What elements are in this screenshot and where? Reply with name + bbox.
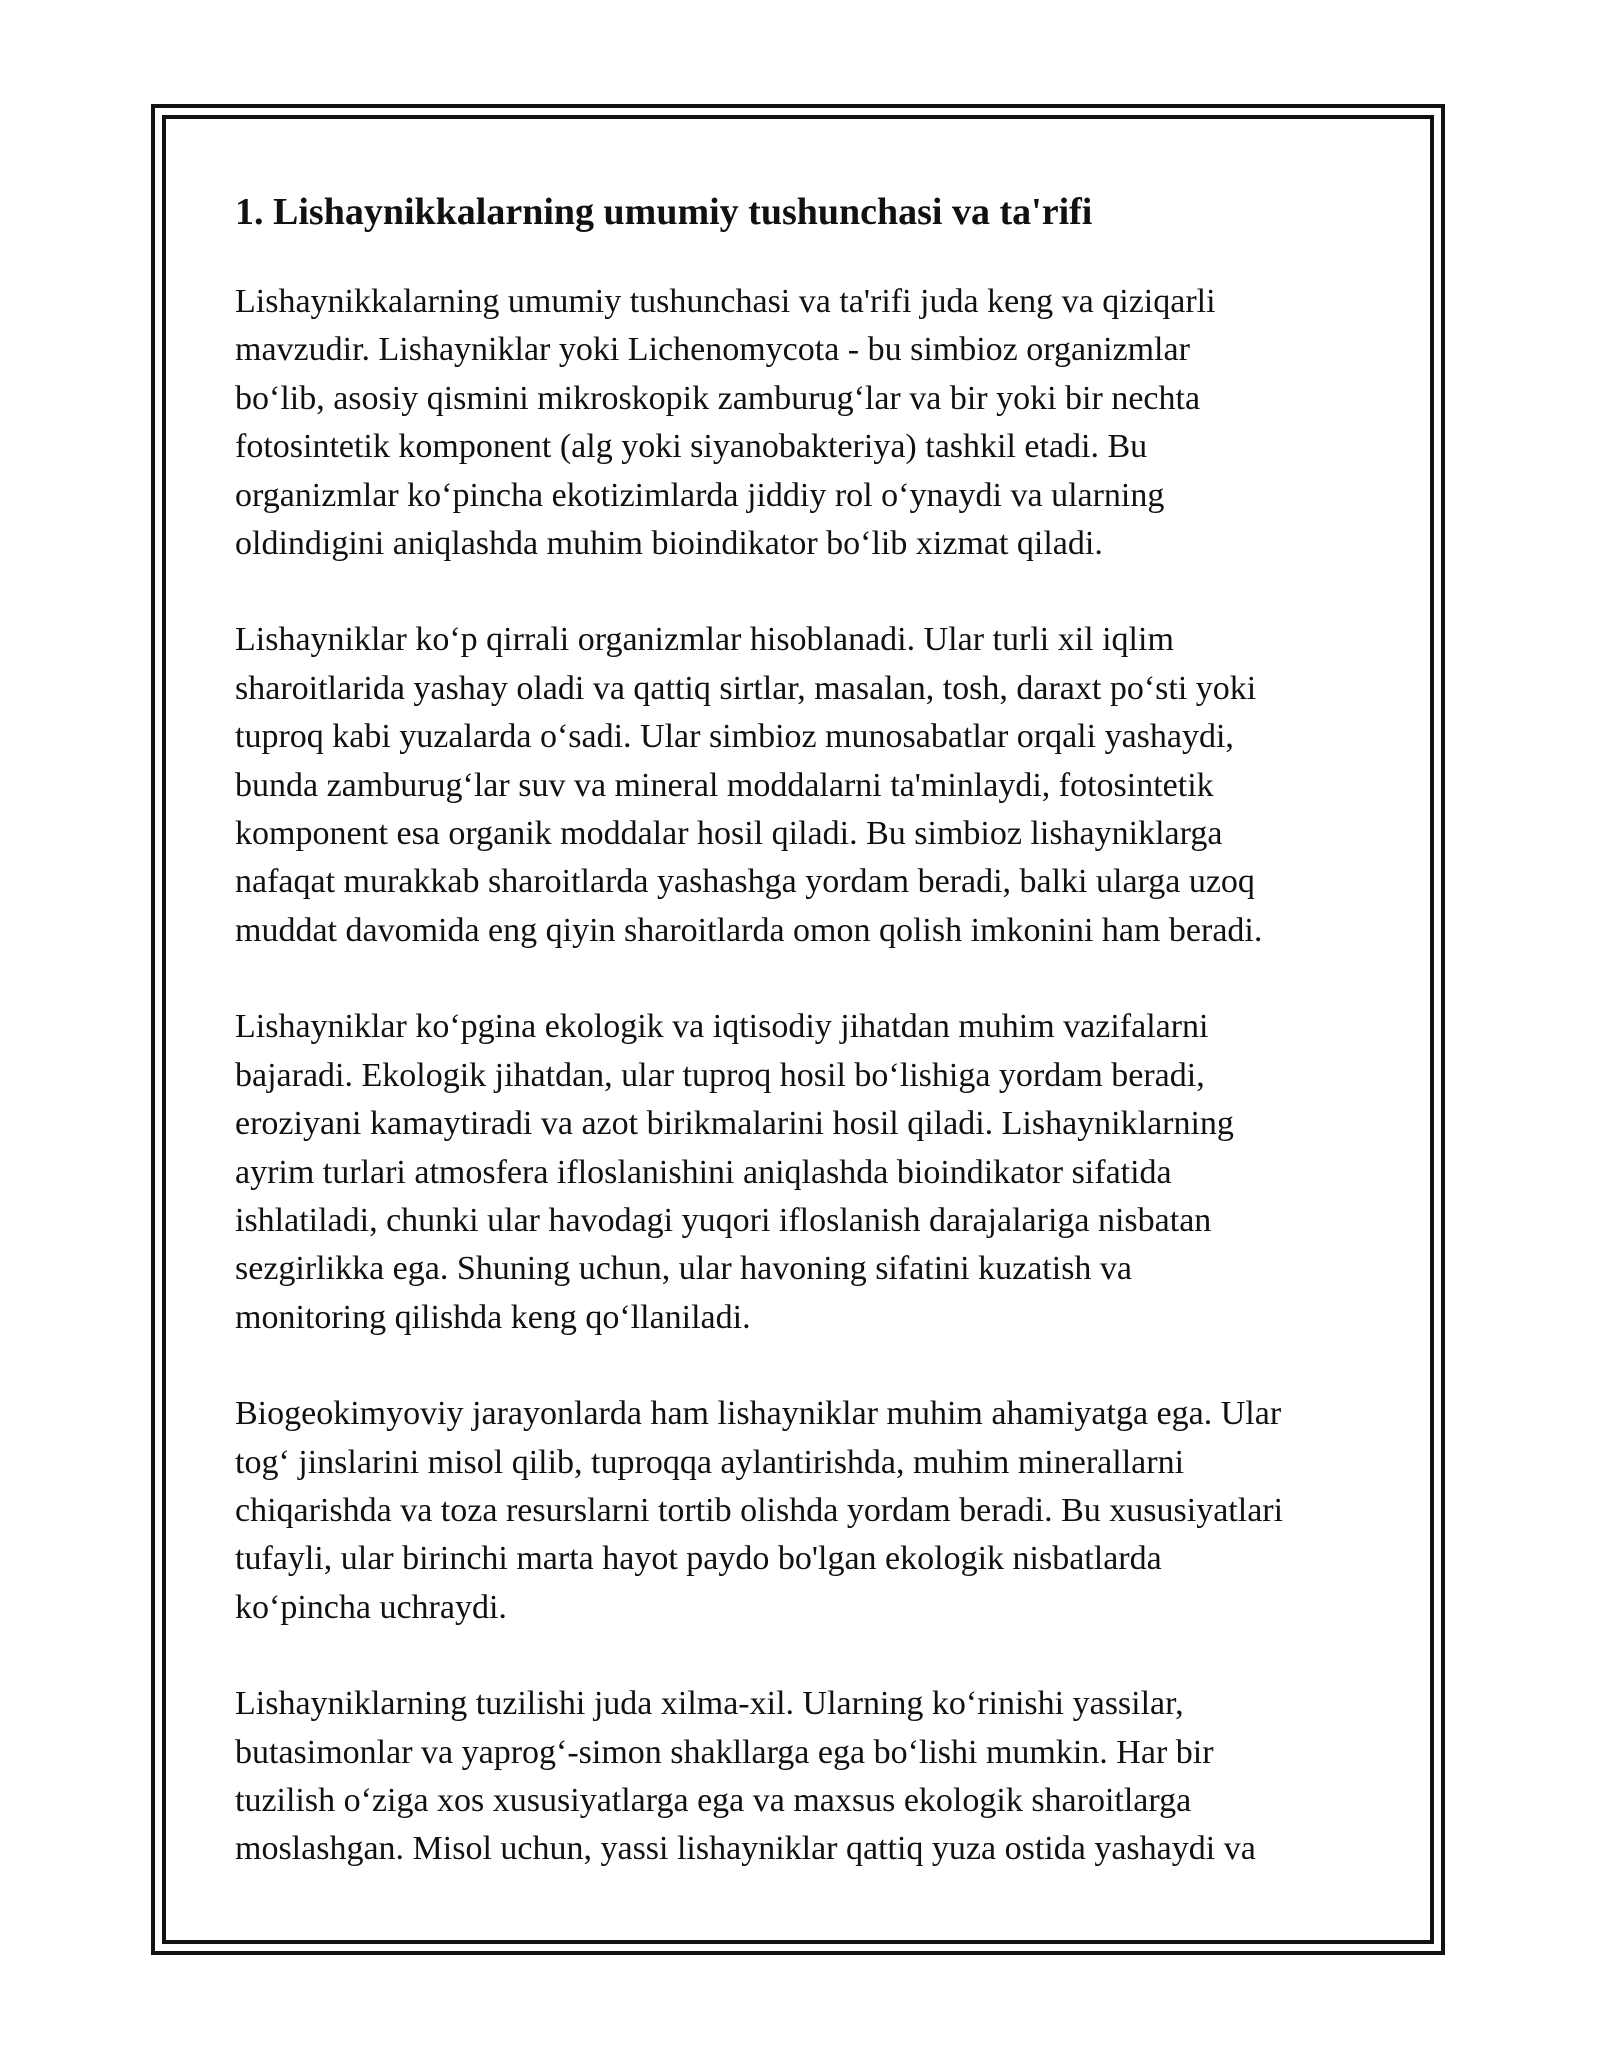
paragraph-5: Lishayniklarning tuzilishi juda xilma-xil. Ularning ko‘rinishi yassilar, butasimonlar va yaprog‘-simon shakllarga ega bo‘lishi mumkin. Har bir tuzilish o‘ziga xos xususiyatlarga ega va maxsus ekologik sharoitlarga moslashgan. Misol uchun, yassi lishayniklar qattiq yuza ostida yashaydi va [235, 1685, 1256, 1868]
section-heading: 1. Lishaynikkalarning umumiy tushunchasi va ta'rifi [235, 191, 1093, 233]
paragraph-1: Lishaynikkalarning umumiy tushunchasi va ta'rifi juda keng va qiziqarli mavzudir. Lishayniklar yoki Lichenomycota - bu simbioz organizmlar bo‘lib, asosiy qismini mikroskopik zamburug‘lar va bir yoki bir nechta fotosintetik komponent (alg yoki siyanobakteriya) tashkil etadi. Bu organizmlar ko‘pincha ekotizimlarda jiddiy rol o‘ynaydi va ularning oldindigini aniqlashda muhim bioindikator bo‘lib xizmat qiladi. [235, 283, 1216, 563]
document-body [235, 180, 1375, 1922]
paragraph-2: Lishayniklar ko‘p qirrali organizmlar hisoblanadi. Ular turli xil iqlim sharoitlarida yashay oladi va qattiq sirtlar, masalan, tosh, daraxt po‘sti yoki tuproq kabi yuzalarda o‘sadi. Ular simbioz munosabatlar orqali yashaydi, bunda zamburug‘lar suv va mineral moddalarni ta'minlaydi, fotosintetik komponent esa organik moddalar hosil qiladi. Bu simbioz lishayniklarga nafaqat murakkab sharoitlarda yashashga yordam beradi, balki ularga uzoq muddat davomida eng qiyin sharoitlarda omon qolish imkonini ham beradi. [235, 621, 1263, 949]
paragraph-4: Biogeokimyoviy jarayonlarda ham lishayniklar muhim ahamiyatga ega. Ular tog‘ jinslarini misol qilib, tuproqqa aylantirishda, muhim minerallarni chiqarishda va toza resurslarni tortib olishda yordam beradi. Bu xususiyatlari tufayli, ular birinchi marta hayot paydo bo'lgan ekologik nisbatlarda ko‘pincha uchraydi. [235, 1395, 1284, 1626]
paragraph-3: Lishayniklar ko‘pgina ekologik va iqtisodiy jihatdan muhim vazifalarni bajaradi. Ekologik jihatdan, ular tuproq hosil bo‘lishiga yordam beradi, eroziyani kamaytiradi va azot birikmalarini hosil qiladi. Lishayniklarning ayrim turlari atmosfera ifloslanishini aniqlashda bioindikator sifatida ishlatiladi, chunki ular havodagi yuqori ifloslanish darajalariga nisbatan sezgirlikka ega. Shuning uchun, ular havoning sifatini kuzatish va monitoring qilishda keng qo‘llaniladi. [235, 1008, 1234, 1336]
